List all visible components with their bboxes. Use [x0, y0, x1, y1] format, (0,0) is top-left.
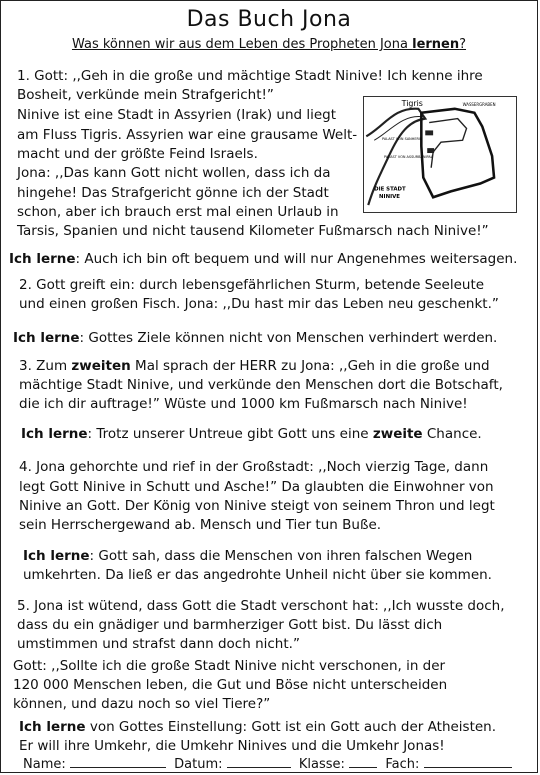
section5-line: umstimmen und strafst dann doch nicht.” [17, 636, 300, 652]
section5-line: können, und dazu noch so viel Tiere?” [13, 696, 271, 712]
klasse-blank[interactable] [349, 755, 377, 768]
footer-fields [23, 755, 512, 772]
datum-blank[interactable] [227, 755, 291, 768]
city-label: NINIVE [379, 194, 400, 201]
nineveh-map [363, 96, 517, 213]
palace2-label: PALAST VON ASSURBANIPAL [383, 154, 433, 159]
section1-line: am Fluss Tigris. Assyrien war eine grausame Welt- [17, 127, 358, 143]
section1-line: Tarsis, Spanien und nicht tausend Kilometer Fußmarsch nach Ninive!” [17, 223, 489, 239]
lesson5-line: Er will ihre Umkehr, die Umkehr Ninives und die Umkehr Jonas! [19, 738, 445, 754]
section4-line: sein Herrschergewand ab. Mensch und Tier tun Buße. [19, 517, 382, 533]
section2-line: und einen großen Fisch. Jona: ,,Du hast mir das Leben neu geschenkt.” [19, 296, 499, 312]
section3-line: mächtige Stadt Ninive, und verkünde den Menschen dort die Botschaft, [19, 377, 503, 393]
section2-line: 2. Gott greift ein: durch lebensgefährlichen Sturm, betende Seeleute [19, 277, 485, 293]
palace1-label: PALAST VON SANHERIB [382, 137, 423, 142]
nineveh-map-drawing [364, 97, 516, 212]
section1-line: hingehe! Das Strafgericht gönne ich der Stadt [17, 185, 329, 201]
section1-line: Jona: ,,Das kann Gott nicht wollen, dass ich da [17, 165, 331, 181]
section1-line: schon, aber ich brauch erst mal einen Urlaub in [17, 204, 339, 220]
moat-label: WASSERGRABEN [462, 101, 496, 107]
lesson1: Ich lerne: Auch ich bin oft bequem und will nur Angenehmes weitersagen. [9, 251, 518, 267]
name-label: Name: [23, 757, 66, 772]
section5-line: dass du ein gnädiger und barmherziger Gott bist. Du lässt dich [17, 617, 443, 633]
name-blank[interactable] [70, 755, 166, 768]
klasse-label: Klasse: [298, 757, 345, 772]
section5-line: 120 000 Menschen leben, die Gut und Böse nicht unterscheiden [13, 677, 448, 693]
lesson5-line: Ich lerne von Gottes Einstellung: Gott ist ein Gott auch der Atheisten. [19, 719, 497, 735]
fach-label: Fach: [385, 757, 420, 772]
palace2-marker [427, 148, 434, 153]
section3-line: die ich dir auftrage!” Wüste und 1000 km Fußmarsch nach Ninive! [19, 396, 468, 412]
section5-line: Gott: ,,Sollte ich die große Stadt Ninive nicht verschonen, in der [13, 658, 446, 674]
datum-label: Datum: [174, 757, 223, 772]
lesson3: Ich lerne: Trotz unserer Untreue gibt Gott uns eine zweite Chance. [21, 426, 482, 442]
section3-line: 3. Zum zweiten Mal sprach der HERR zu Jona: ,,Geh in die große und [19, 358, 490, 374]
river-label: Tigris [401, 98, 423, 108]
section1-line: macht und der größte Feind Israels. [17, 146, 258, 162]
lesson4-line: umkehrten. Da ließ er das angedrohte Unheil nicht über sie kommen. [23, 567, 492, 583]
section4-line: legt Gott Ninive in Schutt und Asche!” Da glaubten die Einwohner von [19, 479, 494, 495]
section5-line: 5. Jona ist wütend, dass Gott die Stadt verschont hat: ,,Ich wusste doch, [17, 598, 505, 614]
lesson2: Ich lerne: Gottes Ziele können nicht von Menschen verhindert werden. [13, 330, 498, 346]
inner-canal [429, 119, 466, 168]
city-label: DIE STADT [374, 186, 406, 193]
section4-line: 4. Jona gehorchte und rief in der Großstadt: ,,Noch vierzig Tage, dann [19, 459, 489, 475]
section1-line: Ninive ist eine Stadt in Assyrien (Irak) und liegt [17, 107, 337, 123]
page-subtitle: Was können wir aus dem Leben des Propheten Jona lernen? [71, 37, 467, 52]
section4-line: Ninive an Gott. Der König von Ninive steigt von seinem Thron und legt [19, 498, 495, 514]
fach-blank[interactable] [424, 755, 512, 768]
section1-line: Bosheit, verkünde mein Strafgericht!” [17, 87, 274, 103]
lesson4-line: Ich lerne: Gott sah, dass die Menschen von ihren falschen Wegen [23, 548, 473, 564]
section1-line: 1. Gott: ,,Geh in die große und mächtige Stadt Ninive! Ich kenne ihre [17, 68, 483, 84]
palace1-marker [425, 130, 433, 135]
page-title: Das Buch Jona [186, 7, 352, 32]
